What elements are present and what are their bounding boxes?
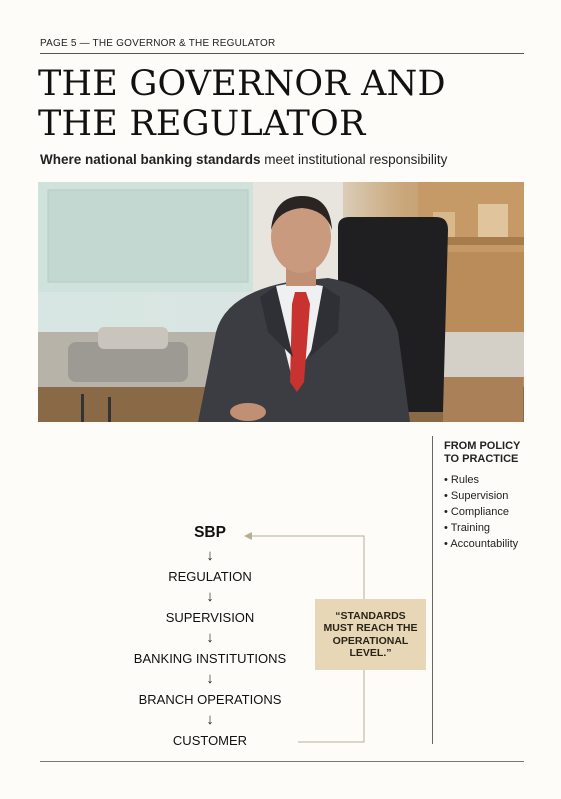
callout-line-4: LEVEL.” [349, 647, 392, 659]
flow-step-supervision: SUPERVISION [165, 610, 255, 625]
sidebar-item-training: • Training [444, 520, 544, 536]
headline-line-2: THE REGULATOR [38, 104, 366, 144]
sidebar-item-rules: • Rules [444, 472, 544, 488]
down-arrow-icon: ↓ [206, 629, 214, 646]
sidebar-item-compliance: • Compliance [444, 504, 544, 520]
subhead-bold: Where national banking standards [40, 152, 261, 167]
flow-step-customer: CUSTOMER [172, 733, 248, 748]
flow-step-branch-operations: BRANCH OPERATIONS [138, 692, 282, 707]
callout-line-1: “STANDARDS [335, 609, 406, 622]
flow-step-regulation: REGULATION [168, 569, 252, 584]
sidebar-item-supervision: • Supervision [444, 488, 544, 504]
sidebar-title-line-1: FROM POLICY [444, 440, 521, 452]
callout-line-3: OPERATIONAL [332, 634, 409, 647]
arrow-head-icon [244, 532, 252, 540]
flow-step-sbp: SBP [194, 524, 226, 541]
flow-step-banking-institutions: BANKING INSTITUTIONS [133, 651, 287, 666]
down-arrow-icon: ↓ [206, 547, 214, 564]
subhead-regular: meet institutional responsibility [260, 152, 448, 167]
running-head: PAGE 5 — THE GOVERNOR & THE REGULATOR [40, 38, 276, 49]
headline-line-1: THE GOVERNOR AND [38, 64, 446, 104]
down-arrow-icon: ↓ [206, 588, 214, 605]
down-arrow-icon: ↓ [206, 711, 214, 728]
callout-line-2: MUST REACH THE [323, 622, 418, 634]
down-arrow-icon: ↓ [206, 670, 214, 687]
bottom-rule [40, 761, 524, 762]
callout-quote [315, 599, 426, 670]
sidebar-item-accountability: • Accountability [444, 536, 544, 552]
sidebar-title-line-2: TO PRACTICE [444, 453, 519, 465]
